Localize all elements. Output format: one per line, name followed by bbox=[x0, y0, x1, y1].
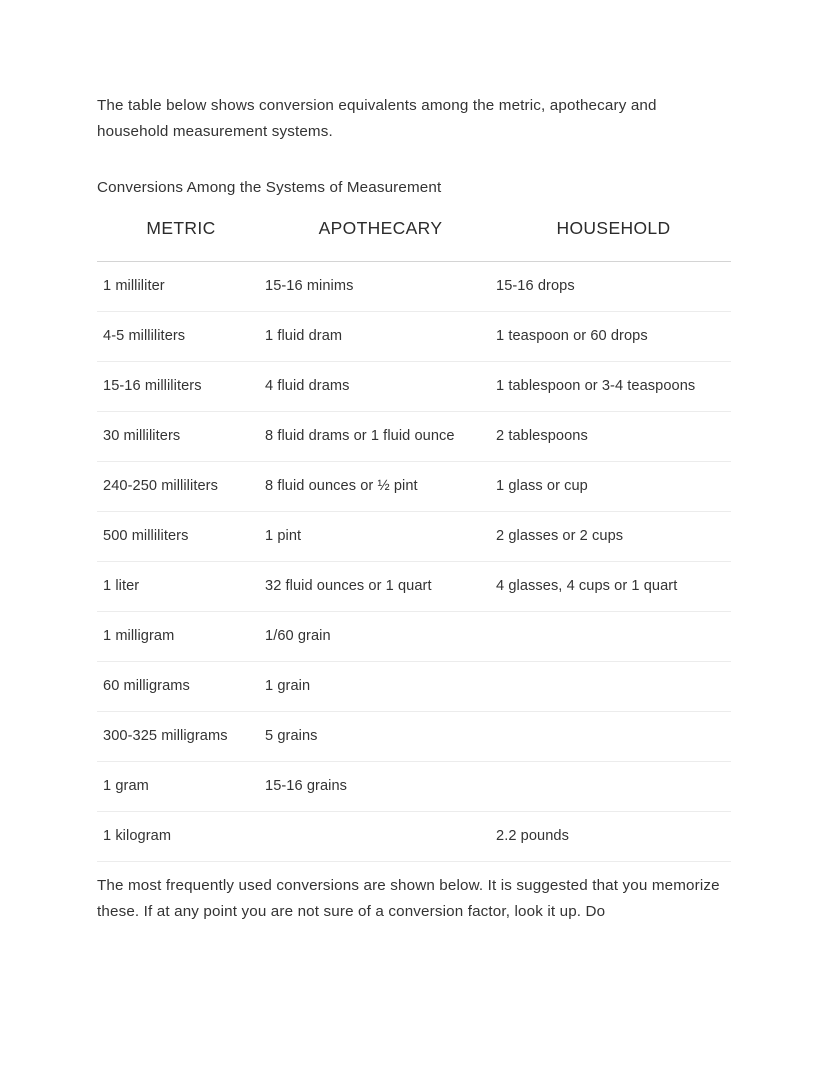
cell-metric: 4-5 milliliters bbox=[97, 312, 265, 362]
table-row bbox=[97, 312, 731, 362]
cell-apothecary: 1 grain bbox=[265, 662, 496, 712]
cell-apothecary bbox=[265, 812, 496, 862]
table-row bbox=[97, 712, 731, 762]
cell-apothecary: 1 fluid dram bbox=[265, 312, 496, 362]
column-header-household: HOUSEHOLD bbox=[496, 218, 731, 262]
cell-metric: 500 milliliters bbox=[97, 512, 265, 562]
intro-paragraph: The table below shows conversion equivalents among the metric, apothecary and household measurement systems. bbox=[97, 97, 657, 140]
cell-metric: 240-250 milliliters bbox=[97, 462, 265, 512]
cell-apothecary: 5 grains bbox=[265, 712, 496, 762]
table-body bbox=[97, 262, 731, 862]
table-row bbox=[97, 662, 731, 712]
table-row bbox=[97, 412, 731, 462]
table-row bbox=[97, 512, 731, 562]
cell-household: 2.2 pounds bbox=[496, 812, 731, 862]
table-row bbox=[97, 812, 731, 862]
cell-apothecary: 1/60 grain bbox=[265, 612, 496, 662]
cell-metric: 60 milligrams bbox=[97, 662, 265, 712]
conversions-table bbox=[97, 218, 731, 862]
cell-apothecary: 1 pint bbox=[265, 512, 496, 562]
cell-metric: 300-325 milligrams bbox=[97, 712, 265, 762]
cell-metric: 1 gram bbox=[97, 762, 265, 812]
document-content bbox=[97, 93, 731, 925]
cell-metric: 1 milligram bbox=[97, 612, 265, 662]
cell-household: 2 tablespoons bbox=[496, 412, 731, 462]
table-row bbox=[97, 612, 731, 662]
cell-household bbox=[496, 712, 731, 762]
closing-paragraph-wrap bbox=[97, 862, 731, 925]
cell-household: 1 glass or cup bbox=[496, 462, 731, 512]
table-header bbox=[97, 218, 731, 262]
cell-household bbox=[496, 612, 731, 662]
cell-apothecary: 15-16 minims bbox=[265, 262, 496, 312]
cell-apothecary: 8 fluid ounces or ½ pint bbox=[265, 462, 496, 512]
cell-household: 2 glasses or 2 cups bbox=[496, 512, 731, 562]
cell-household: 15-16 drops bbox=[496, 262, 731, 312]
cell-metric: 15-16 milliliters bbox=[97, 362, 265, 412]
table-caption: Conversions Among the Systems of Measurement bbox=[97, 179, 442, 196]
cell-household: 4 glasses, 4 cups or 1 quart bbox=[496, 562, 731, 612]
cell-household: 1 tablespoon or 3-4 teaspoons bbox=[496, 362, 731, 412]
cell-apothecary: 15-16 grains bbox=[265, 762, 496, 812]
table-row bbox=[97, 562, 731, 612]
table-row bbox=[97, 362, 731, 412]
closing-paragraph: The most frequently used conversions are shown below. It is suggested that you memorize these. If at any point you are not sure of a conversion factor, look it up. Do bbox=[97, 877, 720, 920]
table-row bbox=[97, 262, 731, 312]
cell-metric: 1 kilogram bbox=[97, 812, 265, 862]
table-row bbox=[97, 762, 731, 812]
cell-household bbox=[496, 662, 731, 712]
cell-metric: 1 liter bbox=[97, 562, 265, 612]
cell-apothecary: 4 fluid drams bbox=[265, 362, 496, 412]
column-header-apothecary: APOTHECARY bbox=[265, 218, 496, 262]
table-row bbox=[97, 462, 731, 512]
cell-household bbox=[496, 762, 731, 812]
cell-metric: 1 milliliter bbox=[97, 262, 265, 312]
table-header-row bbox=[97, 218, 731, 262]
cell-apothecary: 8 fluid drams or 1 fluid ounce bbox=[265, 412, 496, 462]
cell-apothecary: 32 fluid ounces or 1 quart bbox=[265, 562, 496, 612]
cell-metric: 30 milliliters bbox=[97, 412, 265, 462]
cell-household: 1 teaspoon or 60 drops bbox=[496, 312, 731, 362]
column-header-metric: METRIC bbox=[97, 218, 265, 262]
